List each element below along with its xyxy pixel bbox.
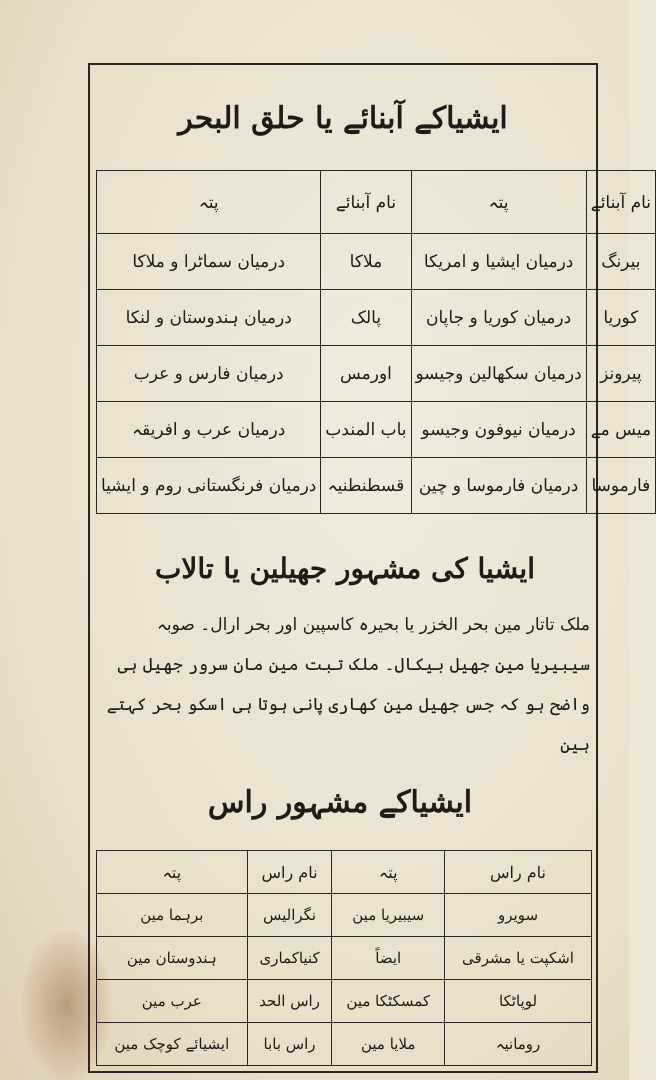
table-cell: درمیان فارس و عرب <box>97 346 321 402</box>
table-row <box>97 1023 592 1066</box>
header-cell: پتہ <box>411 171 586 234</box>
table-cell: لوپاٹکا <box>445 980 592 1023</box>
table-cell: سویرو <box>445 894 592 937</box>
table-cell: باب المندب <box>321 402 411 458</box>
table-cell: درمیان فرنگستانی روم و ایشیا <box>97 458 321 514</box>
table-cell: ملاکا <box>321 234 411 290</box>
header-cell: نام راس <box>247 851 332 894</box>
table-header-row <box>97 851 592 894</box>
page-title: ایشیاکے آبنائے یا حلق البحر <box>178 100 508 136</box>
table-cell: درمیان سماٹرا و ملاکا <box>97 234 321 290</box>
table-header-row <box>97 171 656 234</box>
table-cell: درمیان عرب و افریقہ <box>97 402 321 458</box>
table-cell: کنیاکماری <box>247 937 332 980</box>
table-row <box>97 980 592 1023</box>
header-cell: پتہ <box>97 171 321 234</box>
table-cell: پیرونز <box>586 346 655 402</box>
text-line: ملک تاتار مین بحر الخزر یا بحیرہ کاسپین اور بحر ارال۔ صوبہ <box>156 615 590 635</box>
table-cell: اشکپت یا مشرقی <box>445 937 592 980</box>
table-cell: ملایا مین <box>332 1023 445 1066</box>
table-cell: ہندوستان مین <box>97 937 248 980</box>
table-cell: درمیان فارموسا و چین <box>411 458 586 514</box>
capes-heading: ایشیاکے مشہور راس <box>207 784 473 820</box>
table-cell: درمیان سکھالین وجیسو <box>411 346 586 402</box>
lakes-paragraph <box>100 605 590 765</box>
table-cell: بیرنگ <box>586 234 655 290</box>
lakes-heading: ایشیا کی مشہور جھیلین یا تالاب <box>155 551 535 585</box>
table-row <box>97 458 656 514</box>
text-line: واضح ہو کہ جس جھیل مین کھاری پانی ہوتا ہی اسکو بحر کہتے ہین <box>106 695 590 755</box>
table-cell: برہما مین <box>97 894 248 937</box>
table-cell: پالک <box>321 290 411 346</box>
table-cell: راس بابا <box>247 1023 332 1066</box>
table-cell: درمیان کوریا و جاپان <box>411 290 586 346</box>
capes-table <box>96 850 592 1066</box>
table-cell: ایشیائے کوچک مین <box>97 1023 248 1066</box>
table-cell: میس مے <box>586 402 655 458</box>
straits-table <box>96 170 656 514</box>
table-cell: کوریا <box>586 290 655 346</box>
header-cell: نام آبنائے <box>586 171 655 234</box>
table-cell: درمیان نیوفون وجیسو <box>411 402 586 458</box>
text-line: سیبیریا مین جھیل بیکال۔ ملک تبت مین مان سرور جھیل ہی <box>117 655 590 675</box>
table-cell: نگرالیس <box>247 894 332 937</box>
table-cell: سیبیریا مین <box>332 894 445 937</box>
table-row <box>97 346 656 402</box>
table-row <box>97 894 592 937</box>
table-cell: فارموسا <box>586 458 655 514</box>
table-row <box>97 234 656 290</box>
header-cell: نام راس <box>445 851 592 894</box>
table-row <box>97 402 656 458</box>
table-cell: عرب مین <box>97 980 248 1023</box>
table-cell: درمیان ایشیا و امریکا <box>411 234 586 290</box>
table-cell: رومانیہ <box>445 1023 592 1066</box>
table-cell: درمیان ہندوستان و لنکا <box>97 290 321 346</box>
table-cell: اورمس <box>321 346 411 402</box>
header-cell: پتہ <box>97 851 248 894</box>
table-row <box>97 937 592 980</box>
table-cell: قسطنطنیہ <box>321 458 411 514</box>
table-cell: راس الحد <box>247 980 332 1023</box>
table-cell: کمسکٹکا مین <box>332 980 445 1023</box>
header-cell: نام آبنائے <box>321 171 411 234</box>
table-cell: ایضاً <box>332 937 445 980</box>
table-row <box>97 290 656 346</box>
header-cell: پتہ <box>332 851 445 894</box>
